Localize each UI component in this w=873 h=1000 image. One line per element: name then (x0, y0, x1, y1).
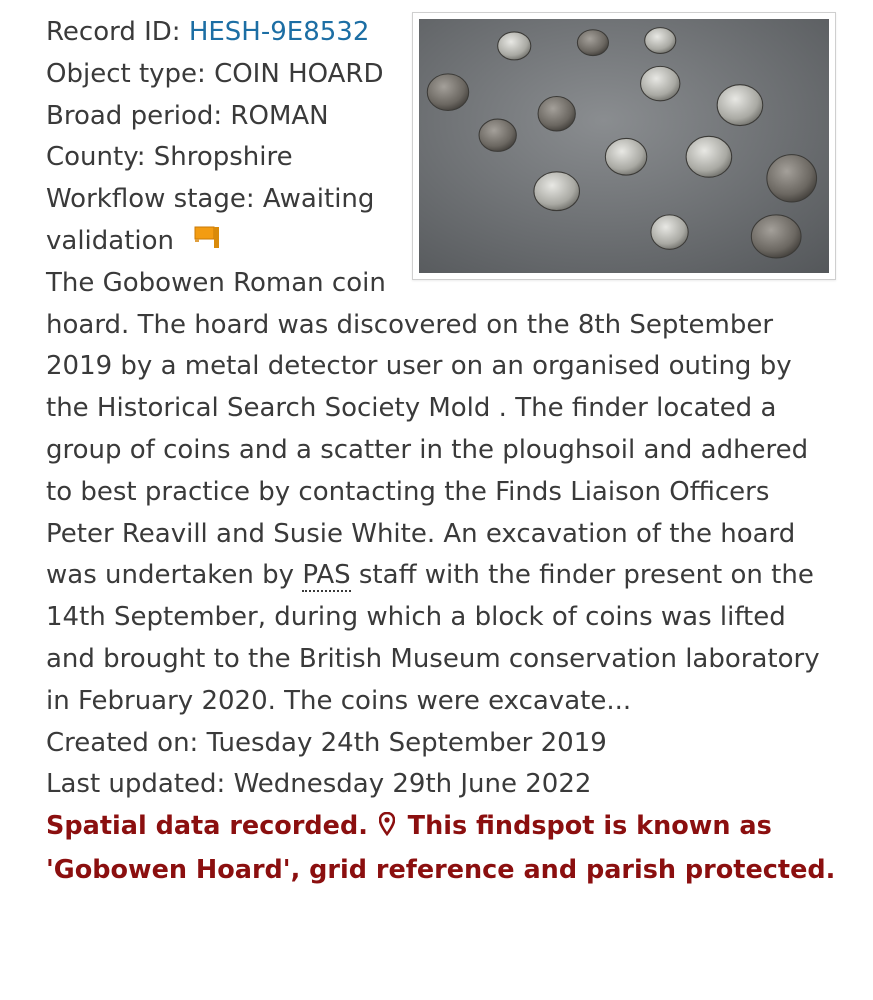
coin-hoard-photo (419, 19, 829, 273)
record-id-label: Record ID: (46, 17, 181, 47)
findspot-text: This findspot is known as 'Gobowen Hoard', grid reference and parish protected. (46, 811, 836, 885)
broad-period-value: ROMAN (230, 100, 329, 131)
county-value: Shropshire (153, 142, 293, 173)
record-image[interactable] (412, 12, 836, 280)
record-id-link[interactable]: HESH-9E8532 (188, 17, 370, 47)
workflow-label: Workflow stage: (46, 184, 255, 215)
pas-abbreviation[interactable]: PAS (302, 560, 351, 591)
broad-period-label: Broad period: (46, 100, 223, 131)
record-summary (46, 12, 836, 892)
updated-row (46, 764, 836, 806)
created-row (46, 723, 836, 765)
map-marker-icon (379, 808, 395, 850)
record-description (46, 263, 836, 723)
updated-label: Last updated: (46, 769, 226, 800)
object-type-label: Object type: (46, 58, 206, 89)
description-text-2: staff with the finder present on the 14th September, during which a block of coins was lifted and brought to the British Museum conservation laboratory in February 2020. The coins were excavate... (46, 560, 820, 716)
county-label: County: (46, 142, 146, 173)
object-type-value: COIN HOARD (214, 58, 384, 89)
created-label: Created on: (46, 727, 199, 758)
updated-value: Wednesday 29th June 2022 (233, 769, 592, 800)
spatial-recorded-text: Spatial data recorded. (46, 811, 368, 842)
spatial-notice (46, 806, 836, 892)
orange-flag-icon (192, 221, 222, 263)
workflow-value-line1: Awaiting (262, 184, 375, 215)
created-value: Tuesday 24th September 2019 (206, 727, 607, 758)
description-text-1: The Gobowen Roman coin hoard. The hoard was discovered on the 8th September 2019 by a metal detector user on an organised outing by the Historical Search Society Mold . The finder located a group of coins and a scatter in the ploughsoil and adhered to best practice by contacting the Finds Liaison Officers Peter Reavill and Susie White. An excavation of the hoard was undertaken by (46, 267, 809, 591)
workflow-value-line2: validation (46, 225, 175, 256)
